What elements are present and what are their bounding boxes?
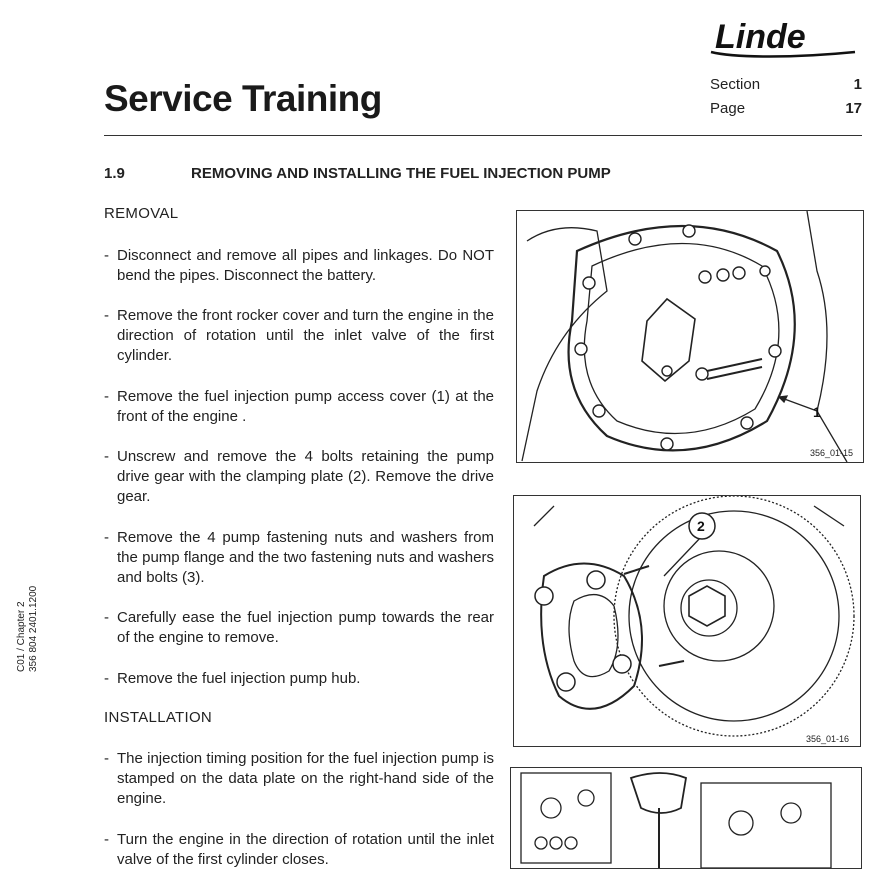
list-item: [104, 447, 494, 507]
list-dash: -: [104, 388, 109, 405]
access-cover-illustration: [517, 211, 863, 462]
side-reference-line1: C01 / Chapter 2: [16, 601, 27, 672]
list-dash: -: [104, 529, 109, 546]
side-reference-line2: 356 804 2401.1200: [28, 585, 39, 672]
list-dash: -: [104, 609, 109, 626]
list-item-text: Remove the fuel injection pump access cover (1) at the front of the engine .: [117, 388, 494, 425]
list-item-text: Carefully ease the fuel injection pump towards the rear of the engine to remove.: [117, 609, 494, 646]
figure-1-caption: 356_01-15: [810, 448, 854, 458]
page-number: 17: [845, 100, 862, 117]
list-item-text: Turn the engine in the direction of rotation until the inlet valve of the first cylinder closes.: [117, 831, 494, 868]
list-dash: -: [104, 750, 109, 767]
list-item-text: Disconnect and remove all pipes and linkages. Do NOT bend the pipes. Disconnect the battery.: [117, 247, 494, 284]
header-divider: [104, 135, 862, 136]
list-item-text: Remove the 4 pump fastening nuts and washers from the pump flange and the two fastening nuts and washers and bolts (3).: [117, 529, 494, 586]
list-item: [104, 528, 494, 588]
figure-access-cover: [516, 210, 864, 463]
page-title: Service Training: [104, 78, 382, 119]
list-item-text: Unscrew and remove the 4 bolts retaining the pump drive gear with the clamping plate (2). Remove the drive gear.: [117, 448, 494, 505]
list-item: [104, 306, 494, 366]
linde-logo: [705, 12, 865, 62]
list-item: [104, 387, 494, 427]
list-dash: -: [104, 448, 109, 465]
list-item: [104, 669, 494, 689]
list-item-text: Remove the front rocker cover and turn the engine in the direction of rotation until the inlet valve of the first cylinder.: [117, 307, 494, 364]
callout-1: 1: [813, 404, 821, 420]
section-number: 1: [853, 76, 862, 93]
list-item: [104, 246, 494, 286]
installation-heading: INSTALLATION: [104, 709, 213, 726]
page-label: Page: [710, 100, 746, 117]
section-heading-number: 1.9: [104, 165, 125, 182]
figure-clamping-plate: [513, 495, 861, 747]
section-heading-title: REMOVING AND INSTALLING THE FUEL INJECTION PUMP: [191, 165, 611, 182]
list-item-text: The injection timing position for the fuel injection pump is stamped on the data plate on the right-hand side of the engine.: [117, 750, 494, 807]
removal-heading: REMOVAL: [104, 205, 179, 222]
callout-2: 2: [697, 518, 705, 534]
list-dash: -: [104, 831, 109, 848]
list-dash: -: [104, 247, 109, 264]
list-dash: -: [104, 307, 109, 324]
figure-2-caption: 356_01-16: [806, 734, 850, 744]
figure-pump-detail: [510, 767, 862, 869]
list-item: [104, 830, 494, 870]
svg-text:Linde: Linde: [715, 18, 806, 56]
list-item: [104, 608, 494, 648]
clamping-plate-illustration: [514, 496, 860, 746]
side-document-reference: [16, 586, 40, 672]
list-item-text: Remove the fuel injection pump hub.: [117, 670, 361, 687]
section-label: Section: [710, 76, 761, 93]
list-item: [104, 749, 494, 809]
pump-detail-illustration: [511, 768, 861, 868]
list-dash: -: [104, 670, 109, 687]
